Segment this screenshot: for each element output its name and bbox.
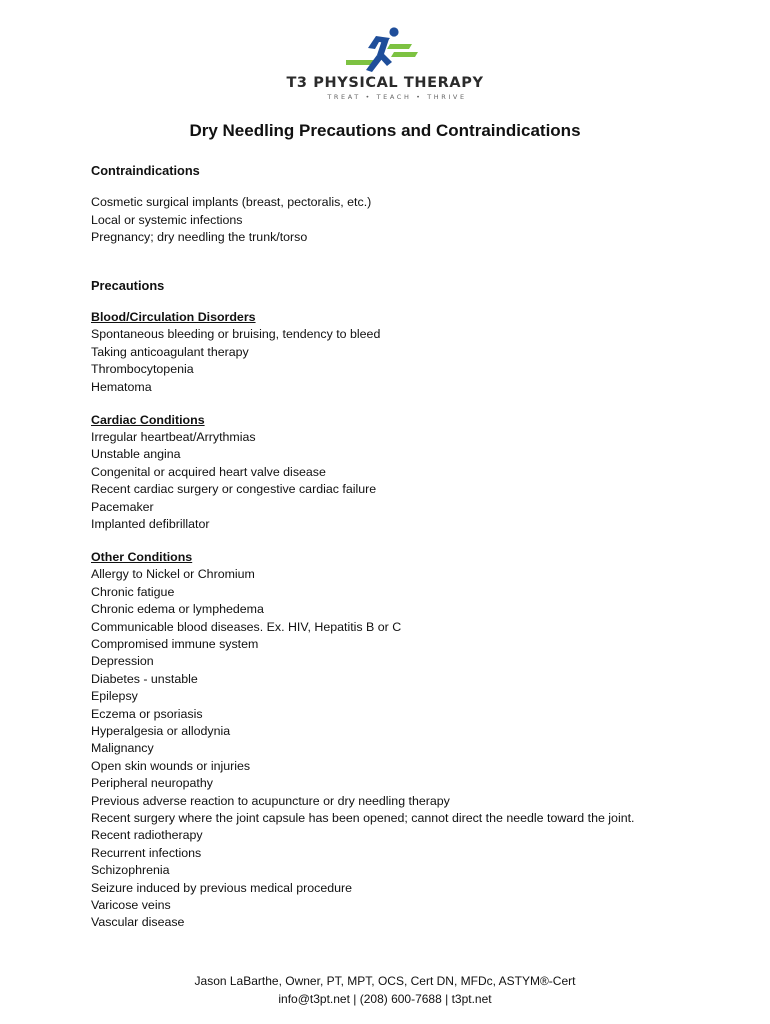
list-item: Local or systemic infections: [91, 212, 243, 227]
list-item: Previous adverse reaction to acupuncture or dry needling therapy: [91, 793, 450, 808]
list-item: Chronic edema or lymphedema: [91, 602, 264, 617]
list-item: Unstable angina: [91, 447, 181, 462]
contraindications-list: [91, 194, 741, 246]
list-item: Communicable blood diseases. Ex. HIV, Hepatitis B or C: [91, 619, 402, 634]
contraindications-heading: Contraindications: [91, 163, 200, 178]
list-item: Schizophrenia: [91, 863, 170, 878]
list-item: Recent cardiac surgery or congestive cardiac failure: [91, 482, 377, 497]
list-item: Epilepsy: [91, 689, 138, 704]
list-item: Depression: [91, 654, 154, 669]
list-item: Compromised immune system: [91, 636, 259, 651]
precautions-heading: Precautions: [91, 277, 165, 293]
list-item: Hyperalgesia or allodynia: [91, 723, 231, 738]
list-item: Allergy to Nickel or Chromium: [91, 567, 255, 582]
footer-contact: info@t3pt.net | (208) 600-7688 | t3pt.net: [278, 991, 492, 1006]
document-footer: [0, 973, 770, 1008]
list-item: Seizure induced by previous medical procedure: [91, 880, 353, 895]
document-body: [91, 162, 741, 932]
other-conditions-heading: Other Conditions: [91, 549, 193, 564]
list-item: Varicose veins: [91, 898, 171, 913]
list-item: Pacemaker: [91, 499, 154, 514]
list-item: Congenital or acquired heart valve disease: [91, 464, 326, 479]
footer-credentials: Jason LaBarthe, Owner, PT, MPT, OCS, Cert DN, MFDc, ASTYM®-Cert: [194, 974, 576, 988]
list-item: Chronic fatigue: [91, 584, 175, 599]
running-figure-logo-icon: [346, 26, 424, 74]
list-item: Open skin wounds or injuries: [91, 758, 251, 773]
list-item: Pregnancy; dry needling the trunk/torso: [91, 230, 308, 245]
list-item: Malignancy: [91, 741, 154, 756]
list-item: Vascular disease: [91, 915, 185, 930]
list-item: Irregular heartbeat/Arrythmias: [91, 429, 256, 444]
other-conditions-list: [91, 566, 741, 932]
list-item: Recurrent infections: [91, 845, 202, 860]
logo-company-name: T3 PHYSICAL THERAPY: [286, 75, 484, 91]
list-item: Implanted defibrillator: [91, 517, 210, 531]
blood-circulation-heading: Blood/Circulation Disorders: [91, 310, 256, 325]
list-item: Recent radiotherapy: [91, 828, 203, 843]
logo-tagline: TREAT • TEACH • THRIVE: [327, 93, 467, 101]
list-item: Spontaneous bleeding or bruising, tendency to bleed: [91, 327, 381, 342]
list-item: Hematoma: [91, 379, 152, 394]
list-item: Taking anticoagulant therapy: [91, 344, 249, 359]
cardiac-conditions-heading: Cardiac Conditions: [91, 412, 205, 427]
blood-circulation-list: [91, 326, 741, 396]
list-item: Diabetes - unstable: [91, 671, 198, 686]
company-logo: [0, 26, 770, 102]
list-item: Cosmetic surgical implants (breast, pectoralis, etc.): [91, 195, 372, 210]
list-item: Thrombocytopenia: [91, 362, 194, 377]
document-title: Dry Needling Precautions and Contraindications: [189, 121, 581, 140]
cardiac-conditions-list: [91, 429, 741, 533]
list-item: Eczema or psoriasis: [91, 706, 203, 721]
list-item: Peripheral neuropathy: [91, 776, 213, 791]
list-item: Recent surgery where the joint capsule has been opened; cannot direct the needle toward the joint.: [91, 811, 635, 825]
